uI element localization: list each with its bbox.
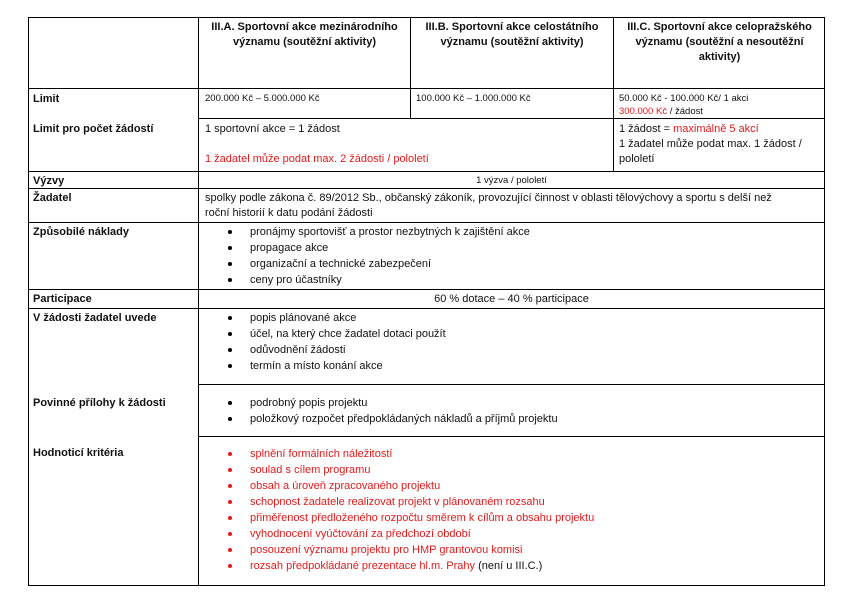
- table-border-top: [28, 17, 825, 18]
- table-border-left: [28, 17, 29, 586]
- list-item: podrobný popis projektu: [226, 395, 558, 411]
- row-divider: [198, 384, 825, 385]
- limit-c-line1: 50.000 Kč - 100.000 Kč/ 1 akci: [619, 93, 749, 104]
- limit-c-amount: 300.000 Kč: [619, 106, 668, 117]
- limit-a: 200.000 Kč – 5.000.000 Kč: [205, 93, 320, 104]
- row-divider: [198, 118, 825, 119]
- column-header-a: III.A. Sportovní akce mezinárodního významu (soutěžní aktivity): [211, 21, 398, 48]
- row-label-request-contents: V žádosti žadatel uvede: [33, 312, 157, 324]
- list-item: organizační a technické zabezpečení: [226, 256, 530, 272]
- limit-requests-c-prefix: 1 žádost =: [619, 123, 674, 135]
- row-label-eligible-costs: Způsobilé náklady: [33, 226, 129, 238]
- row-divider: [28, 171, 825, 172]
- column-divider: [613, 17, 614, 172]
- list-item: ceny pro účastníky: [226, 272, 530, 288]
- attachments-list: [226, 395, 558, 427]
- list-item: propagace akce: [226, 240, 530, 256]
- list-item: položkový rozpočet předpokládaných nákladů a příjmů projektu: [226, 411, 558, 427]
- list-item: přiměřenost předloženého rozpočtu směrem k cílům a obsahu projektu: [226, 510, 594, 526]
- list-item: vyhodnocení vyúčtování za předchozí období: [226, 526, 594, 542]
- row-label-attachments: Povinné přílohy k žádosti: [33, 397, 166, 409]
- list-item: posouzení významu projektu pro HMP grantovou komisi: [226, 542, 594, 558]
- column-header-b: III.B. Sportovní akce celostátního významu (soutěžní aktivity): [425, 21, 599, 48]
- applicant-line2: roční historií k datu podání žádosti: [205, 207, 373, 219]
- list-item: soulad s cílem programu: [226, 462, 594, 478]
- limit-requests-c-line3: pololetí: [619, 153, 655, 165]
- row-label-limit: Limit: [33, 93, 60, 105]
- row-label-applicant: Žadatel: [33, 192, 72, 204]
- list-item: popis plánované akce: [226, 310, 446, 326]
- row-divider: [28, 188, 825, 189]
- row-label-calls: Výzvy: [33, 175, 65, 187]
- column-header-c: III.C. Sportovní akce celopražského významu (soutěžní a nesoutěžní aktivity): [627, 21, 812, 63]
- limit-requests-ab-line2: 1 žadatel může podat max. 2 žádosti / pololetí: [205, 153, 429, 165]
- row-divider: [28, 222, 825, 223]
- table-border-bottom: [28, 585, 825, 586]
- row-label-participation: Participace: [33, 293, 92, 305]
- row-label-criteria: Hodnoticí kritéria: [33, 447, 124, 459]
- criteria-last-note: (není u III.C.): [475, 560, 543, 572]
- list-item: [226, 558, 594, 574]
- list-item: splnění formálních náležitostí: [226, 446, 594, 462]
- row-divider: [198, 436, 825, 437]
- criteria-list: [226, 446, 594, 574]
- limit-b: 100.000 Kč – 1.000.000 Kč: [416, 93, 531, 104]
- request-contents-list: [226, 310, 446, 374]
- eligible-costs-list: [226, 224, 530, 288]
- limit-c-unit: / žádost: [667, 106, 703, 117]
- column-divider: [410, 17, 411, 119]
- list-item: odůvodnění žádosti: [226, 342, 446, 358]
- list-item: pronájmy sportovišť a prostor nezbytných k zajištění akce: [226, 224, 530, 240]
- list-item: obsah a úroveň zpracovaného projektu: [226, 478, 594, 494]
- row-label-limit-requests: Limit pro počet žádostí: [33, 123, 154, 135]
- row-divider: [28, 308, 825, 309]
- list-item: termín a místo konání akce: [226, 358, 446, 374]
- list-item: účel, na který chce žadatel dotaci použít: [226, 326, 446, 342]
- list-item: schopnost žadatele realizovat projekt v plánovaném rozsahu: [226, 494, 594, 510]
- calls-value: 1 výzva / pololetí: [476, 175, 547, 186]
- row-divider: [28, 289, 825, 290]
- limit-requests-c-max: maximálně 5 akcí: [673, 123, 759, 135]
- applicant-line1: spolky podle zákona č. 89/2012 Sb., občanský zákoník, provozující činnost v oblasti tělovýchovy a sportu s delší než: [205, 192, 772, 204]
- limit-requests-c-line1: [619, 122, 759, 137]
- limit-c-line2: [619, 104, 703, 119]
- criteria-last-text: rozsah předpokládané prezentace hl.m. Prahy: [250, 560, 476, 572]
- limit-requests-ab-line1: 1 sportovní akce = 1 žádost: [205, 123, 340, 135]
- participation-value: 60 % dotace – 40 % participace: [434, 293, 589, 305]
- limit-requests-c-line2: 1 žadatel může podat max. 1 žádost /: [619, 138, 802, 150]
- row-divider: [28, 88, 825, 89]
